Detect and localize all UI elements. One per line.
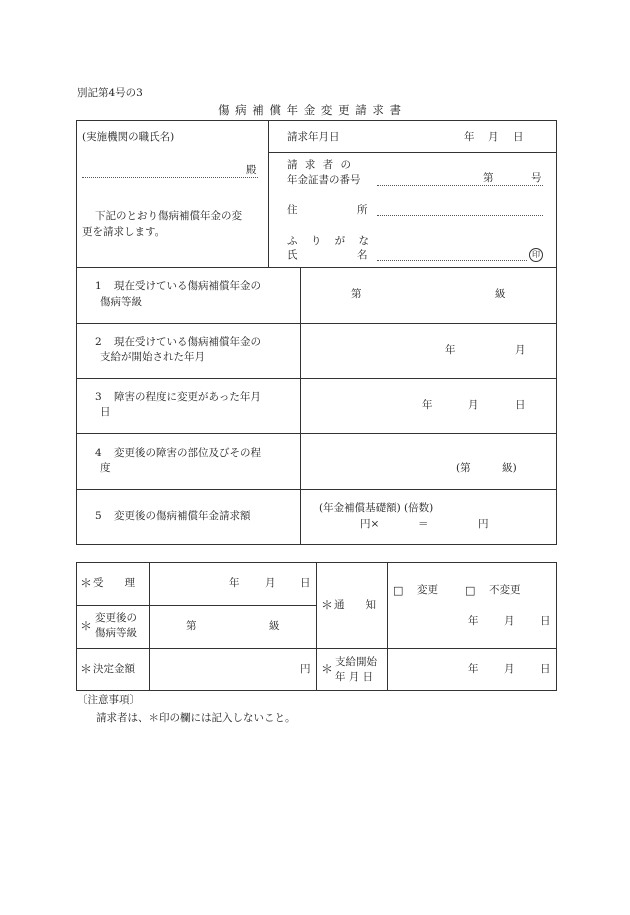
row-2-year: 年 — [445, 344, 456, 356]
row-1-label-2: 傷病等級 — [100, 296, 142, 308]
payment-start-label-2: 年 月 日 — [335, 671, 374, 683]
decision-amount-label: 決定金額 — [93, 663, 135, 675]
notice-label: 通 知 — [334, 599, 376, 611]
payment-start-day: 日 — [540, 663, 551, 675]
receipt-month: 月 — [265, 577, 276, 589]
decision-amount-yen: 円 — [300, 663, 311, 675]
row-2-label-1: 現在受けている傷病補償年金の — [114, 336, 261, 348]
notes-heading: 〔注意事項〕 — [77, 694, 140, 706]
row-4-value: (第 級) — [456, 462, 517, 474]
grade-star: ＊ — [80, 619, 93, 633]
changed-grade-label-1: 変更後の — [95, 612, 137, 624]
notice-day: 日 — [540, 615, 551, 627]
changed-grade-label-2: 傷病等級 — [95, 627, 137, 639]
certificate-dai: 第 — [483, 172, 494, 184]
receipt-day: 日 — [300, 577, 311, 589]
change-label: 変更 — [417, 584, 438, 596]
row-2-label-2: 支給が開始された年月 — [100, 351, 205, 363]
payment-start-label-1: 支給開始 — [335, 656, 377, 668]
claimant-label-2: 年金証書の番号 — [287, 174, 361, 186]
receipt-year: 年 — [229, 577, 240, 589]
certificate-number-field[interactable] — [377, 185, 543, 186]
request-date-label: 請求年月日 — [287, 131, 340, 143]
row-4-label-2: 度 — [100, 462, 111, 474]
address-field[interactable] — [377, 215, 543, 216]
row-5-label-1: 変更後の傷病補償年金請求額 — [114, 510, 251, 522]
request-date-day: 日 — [513, 131, 524, 143]
institution-label: (実施機関の職氏名) — [82, 131, 175, 143]
payment-start-month: 月 — [504, 663, 515, 675]
certificate-go: 号 — [531, 172, 542, 184]
receipt-star: ＊ — [80, 576, 93, 590]
request-text-1: 下記のとおり傷病補償年金の変 — [95, 210, 242, 222]
no-change-label: 不変更 — [489, 584, 521, 596]
institution-field[interactable] — [82, 177, 258, 178]
row-4-label-1: 変更後の障害の部位及びその程 — [114, 447, 261, 459]
row-5-yen-times: 円× — [360, 518, 380, 530]
amount-star: ＊ — [80, 662, 93, 676]
address-label-1: 住 — [287, 204, 298, 216]
row-5-yen: 円 — [478, 518, 489, 530]
name-label-1: 氏 — [287, 249, 298, 261]
row-5-equals: ＝ — [418, 518, 429, 530]
row-3-month: 月 — [468, 399, 479, 411]
notice-star: ＊ — [321, 598, 334, 612]
notice-year: 年 — [468, 615, 479, 627]
seal-icon: 印 — [529, 248, 543, 262]
no-change-checkbox[interactable]: □ — [465, 584, 476, 597]
name-label-2: 名 — [357, 249, 368, 261]
row-1-kyu: 級 — [495, 288, 506, 300]
change-checkbox[interactable]: □ — [393, 584, 404, 597]
row-1-dai: 第 — [351, 288, 362, 300]
row-3-day: 日 — [515, 399, 526, 411]
form-number: 別記第4号の3 — [77, 87, 143, 99]
row-3-label-1: 障害の程度に変更があった年月 — [114, 391, 261, 403]
row-1-label-1: 現在受けている傷病補償年金の — [114, 280, 261, 292]
row-5-number: 5 — [95, 510, 102, 522]
notice-month: 月 — [504, 615, 515, 627]
payment-start-year: 年 — [468, 663, 479, 675]
claimant-label-1: 請 求 者 の — [287, 159, 354, 171]
row-5-calc-label: (年金補償基礎額) (倍数) — [319, 502, 434, 514]
furigana-label: ふ り が な — [287, 235, 375, 247]
row-3-label-2: 日 — [100, 406, 111, 418]
request-text-2: 更を請求します。 — [82, 226, 166, 238]
row-2-month: 月 — [515, 344, 526, 356]
changed-grade-dai: 第 — [186, 620, 197, 632]
dono-label: 殿 — [246, 164, 257, 176]
changed-grade-kyu: 級 — [269, 620, 280, 632]
start-star: ＊ — [321, 662, 334, 676]
receipt-label: 受 理 — [93, 577, 135, 589]
notes-text: 請求者は、＊印の欄には記入しないこと。 — [96, 712, 296, 724]
form-title: 傷 病 補 償 年 金 変 更 請 求 書 — [218, 103, 403, 117]
request-date-year: 年 — [464, 131, 475, 143]
name-field[interactable] — [377, 260, 527, 261]
address-label-2: 所 — [357, 204, 368, 216]
row-4-number: 4 — [95, 447, 102, 459]
row-2-number: 2 — [95, 336, 102, 348]
row-1-number: 1 — [95, 280, 102, 292]
row-3-year: 年 — [422, 399, 433, 411]
request-date-month: 月 — [488, 131, 499, 143]
row-3-number: 3 — [95, 391, 102, 403]
